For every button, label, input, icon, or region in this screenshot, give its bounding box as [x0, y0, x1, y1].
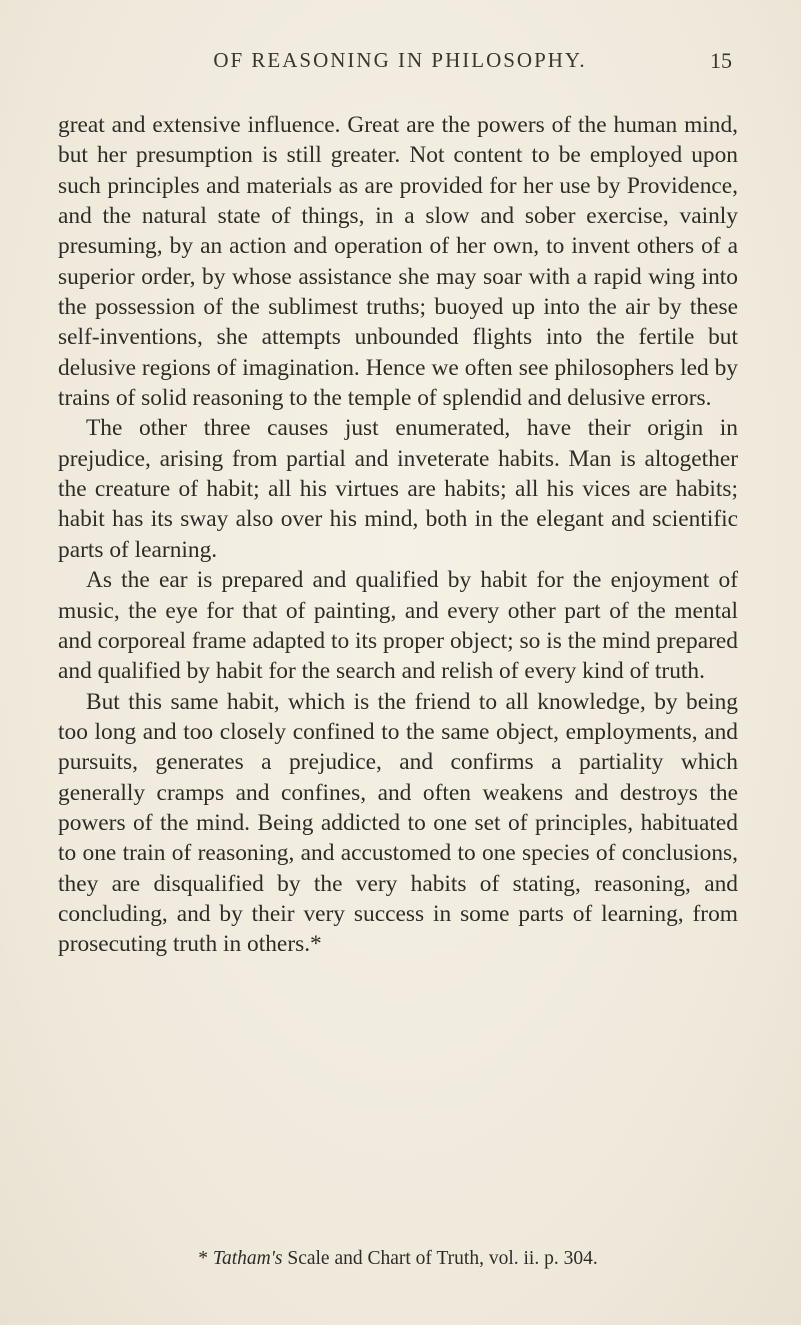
paragraph-3: As the ear is prepared and qualified by habit for the enjoyment of music, the eye for that of painting, and every other part of the mental and corporeal frame adapted to its proper object; so is the mind prepared and qualified by habit for the search and relish of every kind of truth. [58, 567, 738, 685]
page-number: 15 [710, 48, 732, 73]
body-text [58, 110, 738, 960]
footnote [58, 1248, 738, 1270]
paragraph-1: great and extensive influence. Great are the powers of the human mind, but her presumption is still greater. Not content to be employed upon such principles and materials as are provided for her use by Providence, and the natural state of things, in a slow and sober exercise, vainly presuming, by an action and operation of her own, to invent others of a superior order, by whose assistance she may soar with a rapid wing into the possession of the sublimest truths; buoyed up into the air by these self-inventions, she attempts unbounded flights into the fertile but delusive regions of imagination. Hence we often see philosophers led by trains of solid reasoning to the temple of splendid and delusive errors. [58, 112, 738, 412]
paragraph-4: But this same habit, which is the friend to all knowledge, by being too long and too closely confined to the same object, employments, and pursuits, generates a prejudice, and confirms a partiality which generally cramps and confines, and often weakens and destroys the powers of the mind. Being addicted to one set of principles, habituated to one train of reasoning, and accustomed to one species of conclusions, they are disqualified by the very habits of stating, reasoning, and concluding, and by their very success in some parts of learning, from prosecuting truth in others.* [58, 688, 738, 958]
paragraph-2: The other three causes just enumerated, have their origin in prejudice, arising from partial and inveterate habits. Man is altogether the creature of habit; all his virtues are habits; all his vices are habits; habit has its sway also over his mind, both in the elegant and scientific parts of learning. [58, 415, 738, 563]
running-title: OF REASONING IN PHILOSOPHY. [213, 48, 587, 72]
footnote-marker: * [198, 1248, 213, 1269]
running-head [128, 48, 732, 80]
footnote-author: Tatham's [212, 1248, 283, 1269]
footnote-text: Scale and Chart of Truth, vol. ii. p. 304. [282, 1248, 598, 1269]
